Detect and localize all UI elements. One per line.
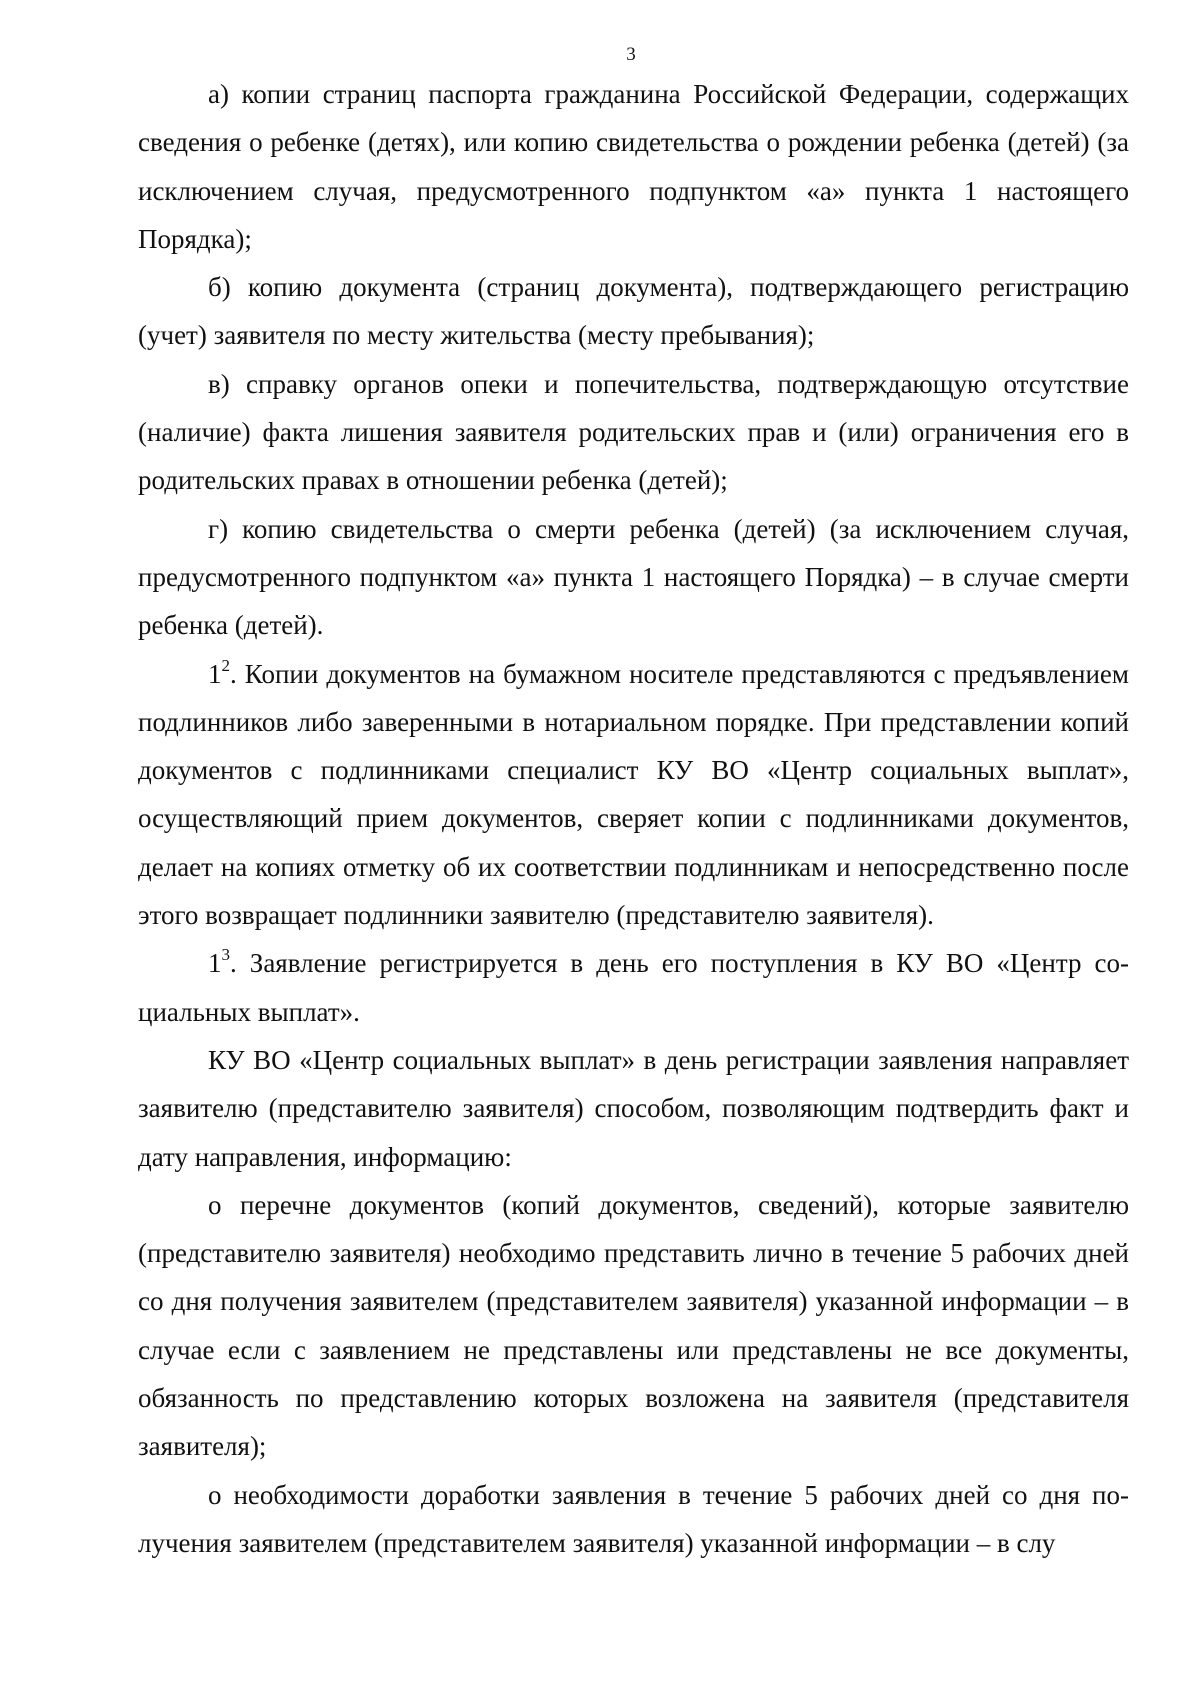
paragraph-item-g <box>138 505 1129 650</box>
clause-superscript: 2 <box>221 655 230 675</box>
paragraph-text: о перечне документов (копий документов, сведений), которые заявителю (представителю заявителя) необходимо представить лично в течение 5 рабочих дней со дня получения заявителем (представителем заявителя) указанной информации – в случае если с заявлением не представлены или представлены не все документы, обязанность по представлению которых возложена на заявителя (представителя заявителя); <box>138 1189 1129 1462</box>
paragraph-revision-needed <box>138 1471 1129 1568</box>
paragraph-text: в) справку органов опеки и попечительства, подтверждающую отсутствие (наличие) факта лишения заявителя родительских прав и (или) ограничения его в родительских правах в отношении ребенка (детей); <box>138 368 1129 496</box>
paragraph-text: а) копии страниц паспорта гражданина Российской Федерации, содержащих сведения о ребенке (детях), или копию свидетельства о рождении ребенка (детей) (за исключением случая, предусмотренного подпунктом «а» пункта 1 настоящего Порядка); <box>138 79 1129 254</box>
paragraph-text: . Заявление регистрируется в день его поступления в КУ ВО «Центр социальных выплат». <box>138 948 1129 1027</box>
paragraph-text: . Копии документов на бумажном носителе представляются с предъявлением подлинников либо заверенными в нотариальном порядке. При представлении копий документов с подлинниками специалист КУ ВО «Центр социальных выплат», осуществляющий прием документов, сверяет копии с подлинниками документов, делает на копиях отметку об их соответствии подлинникам и непосредственно после этого возвращает подлинники заявителю (представителю заявителя). <box>138 658 1129 931</box>
paragraph-item-a <box>138 70 1129 263</box>
clause-number: 1 <box>208 658 222 689</box>
paragraph-text: б) копию документа (страниц документа), подтверждающего регистрацию (учет) заявителя по месту жительства (месту пребывания); <box>138 272 1129 351</box>
paragraph-clause-1-3 <box>138 939 1129 1036</box>
paragraph-registration-notice <box>138 1036 1129 1181</box>
paragraph-text: о необходимости доработки заявления в течение 5 рабочих дней со дня получения заявителем (представителем заявителя) указанной информации – в слу <box>138 1479 1129 1558</box>
paragraph-clause-1-2 <box>138 650 1129 940</box>
page-number: 3 <box>626 44 636 65</box>
paragraph-documents-list <box>138 1181 1129 1471</box>
clause-superscript: 3 <box>221 945 230 965</box>
paragraph-text: г) копию свидетельства о смерти ребенка (детей) (за исключением случая, предусмотренного подпунктом «а» пункта 1 настоящего Порядка) – в случае смерти ребенка (детей). <box>138 513 1129 641</box>
paragraph-item-b <box>138 263 1129 360</box>
clause-number: 1 <box>208 948 222 979</box>
paragraph-item-v <box>138 360 1129 505</box>
document-body <box>138 70 1129 1567</box>
paragraph-text: КУ ВО «Центр социальных выплат» в день регистрации заявления направляет заявителю (представителю заявителя) способом, позволяющим подтвердить факт и дату направления, информацию: <box>138 1044 1129 1172</box>
